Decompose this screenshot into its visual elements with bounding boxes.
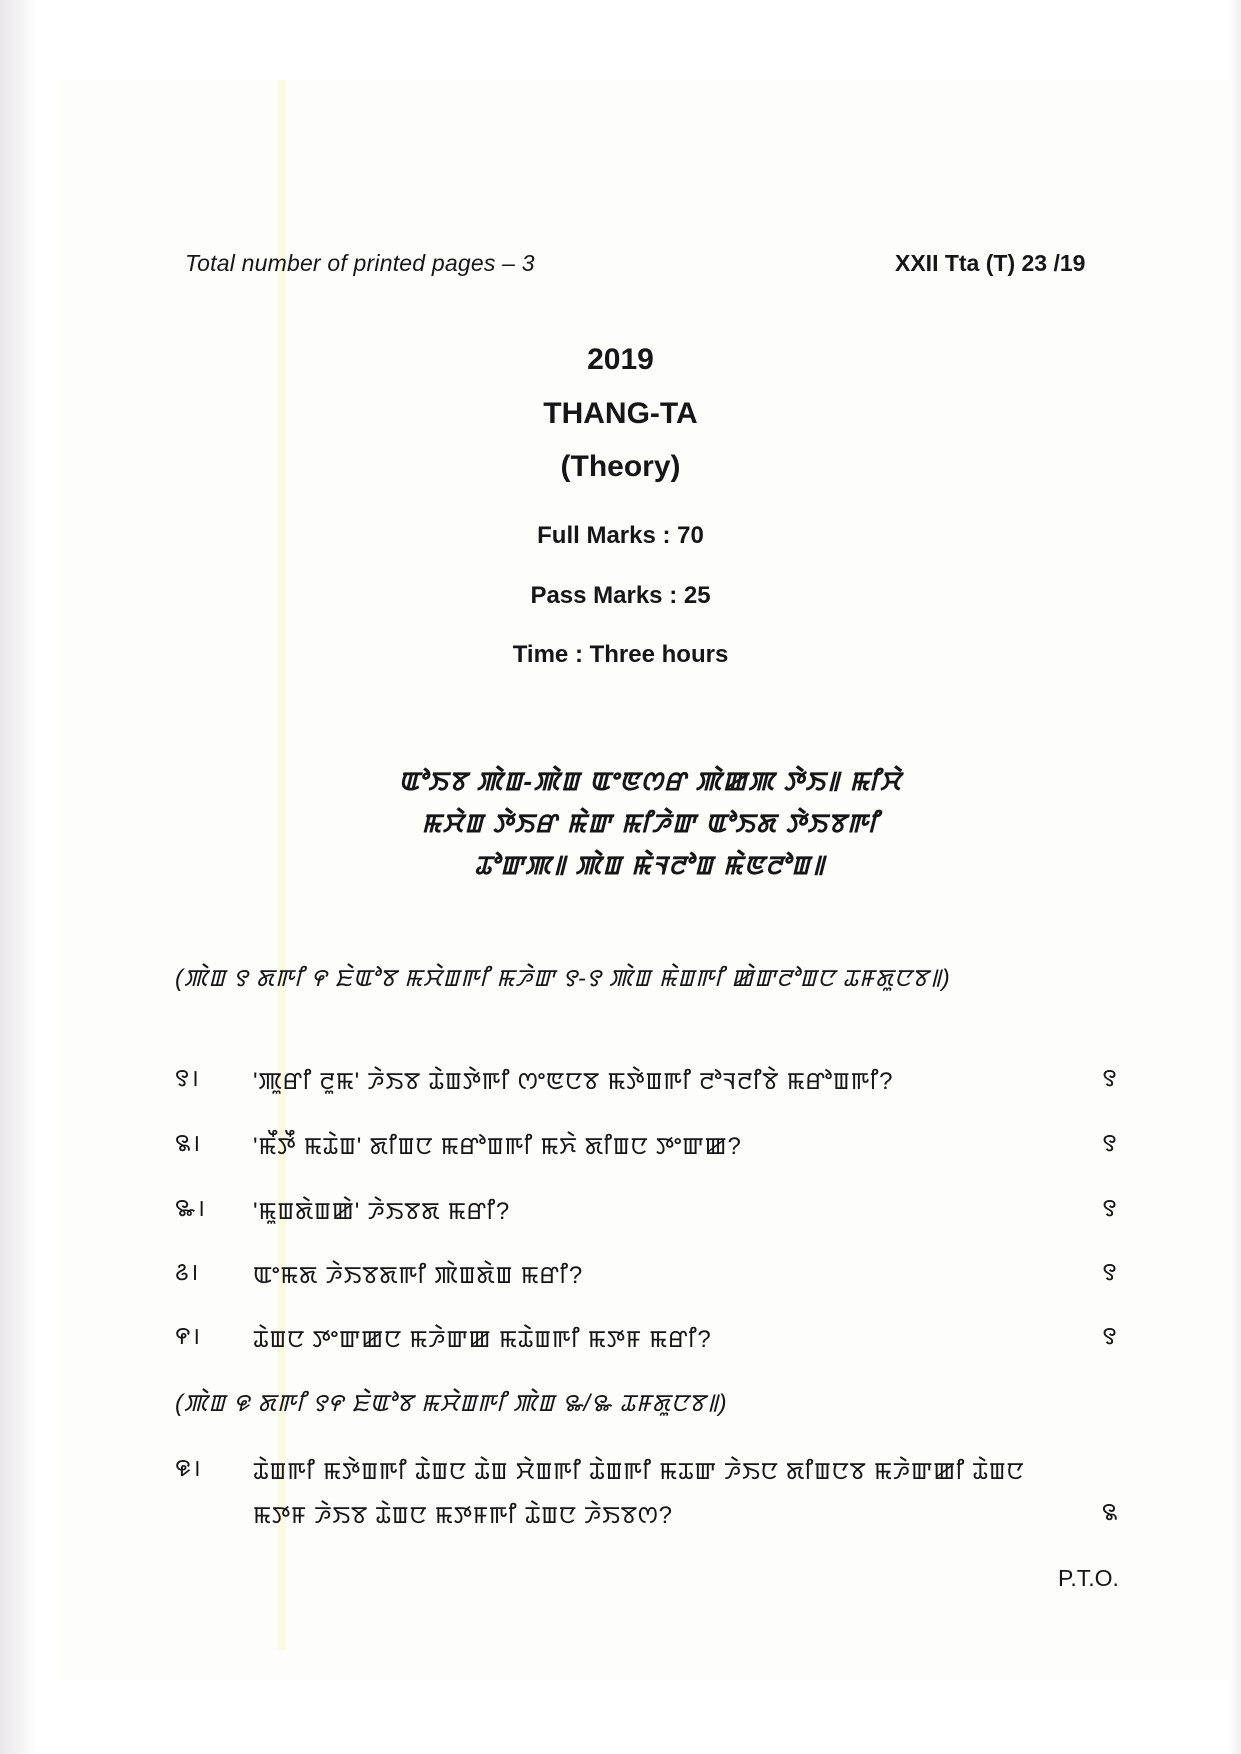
question-text: ꯑꯦꯃꯗ ꯍꯥꯏꯕꯗꯒꯤ ꯄꯥꯡꯗꯥꯡ ꯃꯔꯤ? <box>253 1262 583 1289</box>
instruction-line: ꯃꯆꯥꯡ ꯇꯥꯏꯔ ꯃꯥꯛ ꯃꯤꯍꯥꯛ ꯑꯣꯏꯗ ꯇꯥꯏꯕꯒꯤ <box>421 808 879 838</box>
section-note-2: (ꯄꯥꯡ ꯶ ꯗꯒꯤ ꯱꯵ ꯐꯥꯑꯣꯕ ꯃꯆꯥꯡꯒꯤ ꯄꯥꯡ ꯳/꯳ ꯊꯝꯗꯨꯅꯕ꯫) <box>175 1390 728 1417</box>
printed-pages-note: Total number of printed pages – 3 <box>185 250 535 276</box>
question-text: 'ꯄꯨꯔꯤ ꯂꯨꯃ' ꯍꯥꯏꯕ ꯊꯥꯡꯇꯥꯒꯤ ꯁꯦꯟꯅꯕ ꯃꯇꯥꯡꯒꯤ ꯂꯣꯜꯂꯤꯕꯥ ꯃꯔꯣꯡꯒꯤ? <box>253 1068 894 1095</box>
full-marks: Full Marks : 70 <box>537 522 704 549</box>
question-text: ꯊꯥꯡꯅ ꯇꯦꯛꯀꯅ ꯃꯍꯥꯛꯀ ꯃꯊꯥꯡꯒꯤ ꯃꯇꯝ ꯃꯔꯤ? <box>253 1326 712 1353</box>
pass-marks: Pass Marks : 25 <box>530 582 711 609</box>
instruction-line: ꯑꯣꯏꯕ ꯄꯥꯡ-ꯄꯥꯡ ꯑꯦꯟꯁꯔ ꯄꯥꯀꯄ ꯇꯥꯏ꯫ ꯃꯤꯆꯥ <box>398 766 902 796</box>
question-marks: ꯱ <box>1102 1195 1118 1222</box>
scan-left-edge <box>0 0 38 1754</box>
question-number: ꯳। <box>175 1195 206 1222</box>
question-number: ꯶। <box>175 1455 202 1482</box>
question-text: 'ꯃꯩꯇꯩ ꯃꯊꯥꯡ' ꯗꯤꯡꯅ ꯃꯔꯣꯡꯒꯤ ꯃꯈꯥ ꯗꯤꯡꯅ ꯇꯦꯛꯀ? <box>253 1133 742 1160</box>
question-text: ꯊꯥꯡꯒꯤ ꯃꯇꯥꯡꯒꯤ ꯊꯥꯡꯅ ꯊꯥꯡ ꯆꯥꯡꯒꯤ ꯊꯥꯡꯒꯤ ꯃꯊꯛ ꯍꯥꯏꯅ ꯗꯤꯡꯅꯕ ꯃꯍꯥꯛꯀꯤ ꯊꯥꯡꯅ ꯃꯇꯝ ꯍꯥꯏꯕ ꯊꯥꯡꯅ ꯃꯇꯝꯒꯤ ꯊꯥꯡꯅ ꯍꯥꯏꯕꯁ? <box>253 1458 1025 1529</box>
question-marks: ꯱ <box>1102 1259 1118 1286</box>
instruction-line: ꯊꯣꯛꯄ꯫ ꯄꯥꯡ ꯃꯥꯜꯂꯣꯡ ꯃꯥꯟꯂꯣꯡ꯫ <box>474 850 826 880</box>
subject-title: THANG-TA <box>543 397 698 430</box>
paper-type: (Theory) <box>560 450 681 483</box>
time-allowed: Time : Three hours <box>512 641 729 668</box>
exam-year: 2019 <box>587 343 654 376</box>
general-instructions <box>200 760 1100 886</box>
question-text: 'ꯃꯨꯡꯗꯥꯡꯀꯥ' ꯍꯥꯏꯕꯗ ꯃꯔꯤ? <box>253 1198 511 1225</box>
section-note-1: (ꯄꯥꯡ ꯱ ꯗꯒꯤ ꯵ ꯐꯥꯑꯣꯕ ꯃꯆꯥꯡꯒꯤ ꯃꯍꯥꯛ ꯱-꯱ ꯄꯥꯡ ꯃꯥꯡꯒꯤ ꯀꯥꯛꯂꯣꯡꯅ ꯊꯝꯗꯨꯅꯕ꯫) <box>175 965 951 992</box>
please-turn-over: P.T.O. <box>1058 1565 1119 1591</box>
question-marks: ꯱ <box>1102 1065 1118 1092</box>
question-number: ꯱। <box>175 1065 200 1092</box>
scan-right-edge <box>1229 0 1241 1754</box>
question-marks: ꯱ <box>1102 1130 1118 1157</box>
question-number: ꯵। <box>175 1323 201 1350</box>
question-number: ꯲। <box>175 1130 202 1157</box>
paper-code: XXII Tta (T) 23 /19 <box>895 250 1086 276</box>
question-number: ꯴। <box>175 1259 200 1286</box>
question-marks: ꯲ <box>1101 1499 1119 1526</box>
question-marks: ꯱ <box>1102 1323 1118 1350</box>
